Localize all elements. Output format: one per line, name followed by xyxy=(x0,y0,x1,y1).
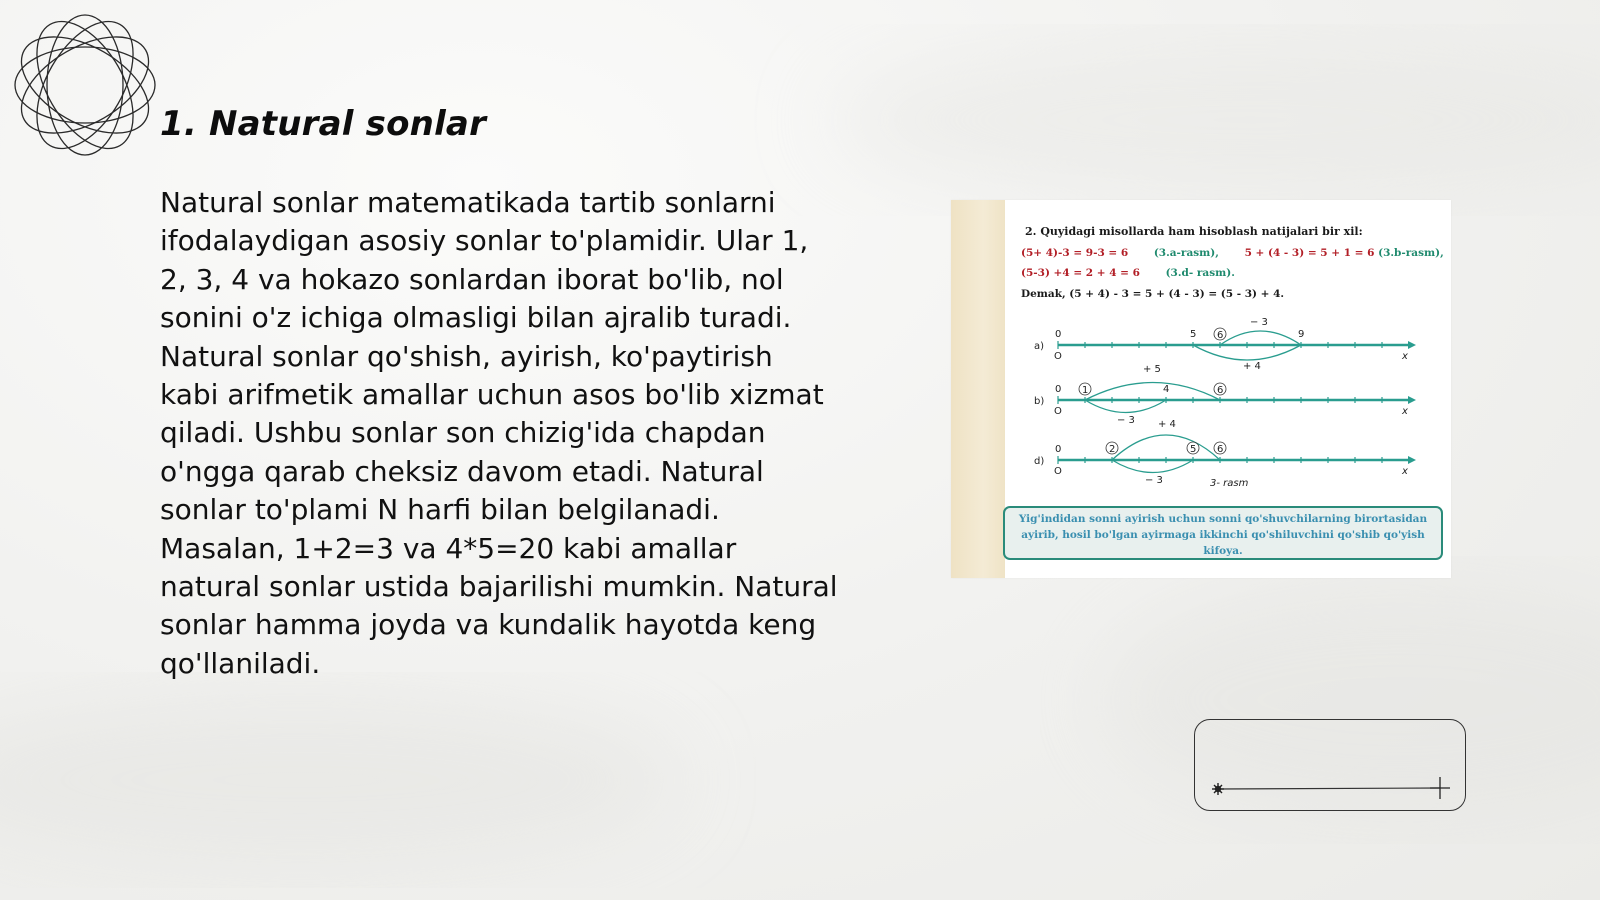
circle-rosette-logo xyxy=(10,10,160,160)
row-d-axis: x xyxy=(1402,466,1408,477)
row-b-mark-2: 4 xyxy=(1163,384,1170,395)
row-b-mark-3: 6 xyxy=(1217,385,1224,396)
row-b-mark-1: 1 xyxy=(1082,385,1089,396)
row-b-zero-top: 0 xyxy=(1055,384,1062,395)
figure-heading: 2. Quyidagi misollarda ham hisoblash natijalari bir xil: xyxy=(1025,225,1363,238)
row-b-arc-top: + 5 xyxy=(1143,364,1161,375)
figure-line-1 xyxy=(1021,247,1444,259)
row-d-zero-top: 0 xyxy=(1055,444,1062,455)
number-line-a xyxy=(1034,317,1416,372)
row-a-mark-2: 6 xyxy=(1217,330,1224,341)
ref-a: (3.a-rasm), xyxy=(1153,247,1219,259)
row-b-axis: x xyxy=(1402,406,1408,417)
row-a-arc-bottom: + 4 xyxy=(1243,361,1261,372)
row-a-axis: x xyxy=(1402,351,1408,362)
row-a-mark-3: 9 xyxy=(1298,329,1305,340)
figure-line-2 xyxy=(1021,267,1235,279)
number-line-d xyxy=(1034,419,1416,486)
ref-b: (3.b-rasm), xyxy=(1378,247,1444,259)
row-d-mark-2: 5 xyxy=(1190,444,1197,455)
row-a-mark-1: 5 xyxy=(1190,329,1197,340)
row-a-arc-top: − 3 xyxy=(1250,317,1268,328)
equation-a: (5+ 4)-3 = 9-3 = 6 xyxy=(1021,247,1129,259)
slide-body-text: Natural sonlar matematikada tartib sonlarni ifodalaydigan asosiy sonlar to'plamidir. Ular 1, 2, 3, 4 va hokazo sonlardan iborat bo'lib, nol sonini o'z ichiga olmasligi bilan ajralib turadi. Natural sonlar qo'shish, ayirish, ko'paytirish kabi arifmetik amallar uchun asos bo'lib xizmat qiladi. Ushbu sonlar son chizig'ida chapdan o'ngga qarab cheksiz davom etadi. Natural sonlar to'plami N harfi bilan belgilanadi. Masalan, 1+2=3 va 4*5=20 kabi amallar natural sonlar ustida bajarilishi mumkin. Natural sonlar hamma joyda va kundalik hayotda keng qo'llaniladi. xyxy=(160,186,838,680)
figure-rule-note: Yig'indidan sonni ayirish uchun sonni qo'shuvchilarning birortasidan ayirib, hosil bo'lgan ayirmaga ikkinchi qo'shiluvchini qo'shib qo'yish kifoya. xyxy=(1003,506,1443,560)
number-line-diagram xyxy=(951,315,1451,500)
row-a-zero-top: 0 xyxy=(1055,329,1062,340)
row-d-mark-1: 2 xyxy=(1109,444,1116,455)
figure-caption: 3- rasm xyxy=(1210,478,1249,489)
row-b-label: b) xyxy=(1034,396,1045,407)
row-d-mark-3: 6 xyxy=(1217,444,1224,455)
ref-d: (3.d- rasm). xyxy=(1165,267,1235,279)
row-a-zero-bottom: O xyxy=(1054,351,1062,362)
row-d-arc-bottom: − 3 xyxy=(1145,475,1163,486)
equation-d: (5-3) +4 = 2 + 4 = 6 xyxy=(1021,267,1140,279)
number-line-b xyxy=(1034,364,1416,426)
figure-conclusion: Demak, (5 + 4) - 3 = 5 + (4 - 3) = (5 - 3) + 4. xyxy=(1021,288,1285,300)
row-d-zero-bottom: O xyxy=(1054,466,1062,477)
sparkle-icon xyxy=(1430,777,1450,799)
row-d-arc-top: + 4 xyxy=(1158,419,1176,430)
row-b-arc-bottom: − 3 xyxy=(1117,415,1135,426)
slide-title: 1. Natural sonlar xyxy=(160,104,487,144)
decorative-line-widget xyxy=(1194,719,1466,811)
row-b-zero-bottom: O xyxy=(1054,406,1062,417)
sun-icon xyxy=(1212,783,1224,795)
textbook-figure xyxy=(951,200,1451,578)
row-a-label: a) xyxy=(1034,341,1045,352)
row-d-label: d) xyxy=(1034,456,1045,467)
equation-b: 5 + (4 - 3) = 5 + 1 = 6 xyxy=(1244,247,1375,259)
